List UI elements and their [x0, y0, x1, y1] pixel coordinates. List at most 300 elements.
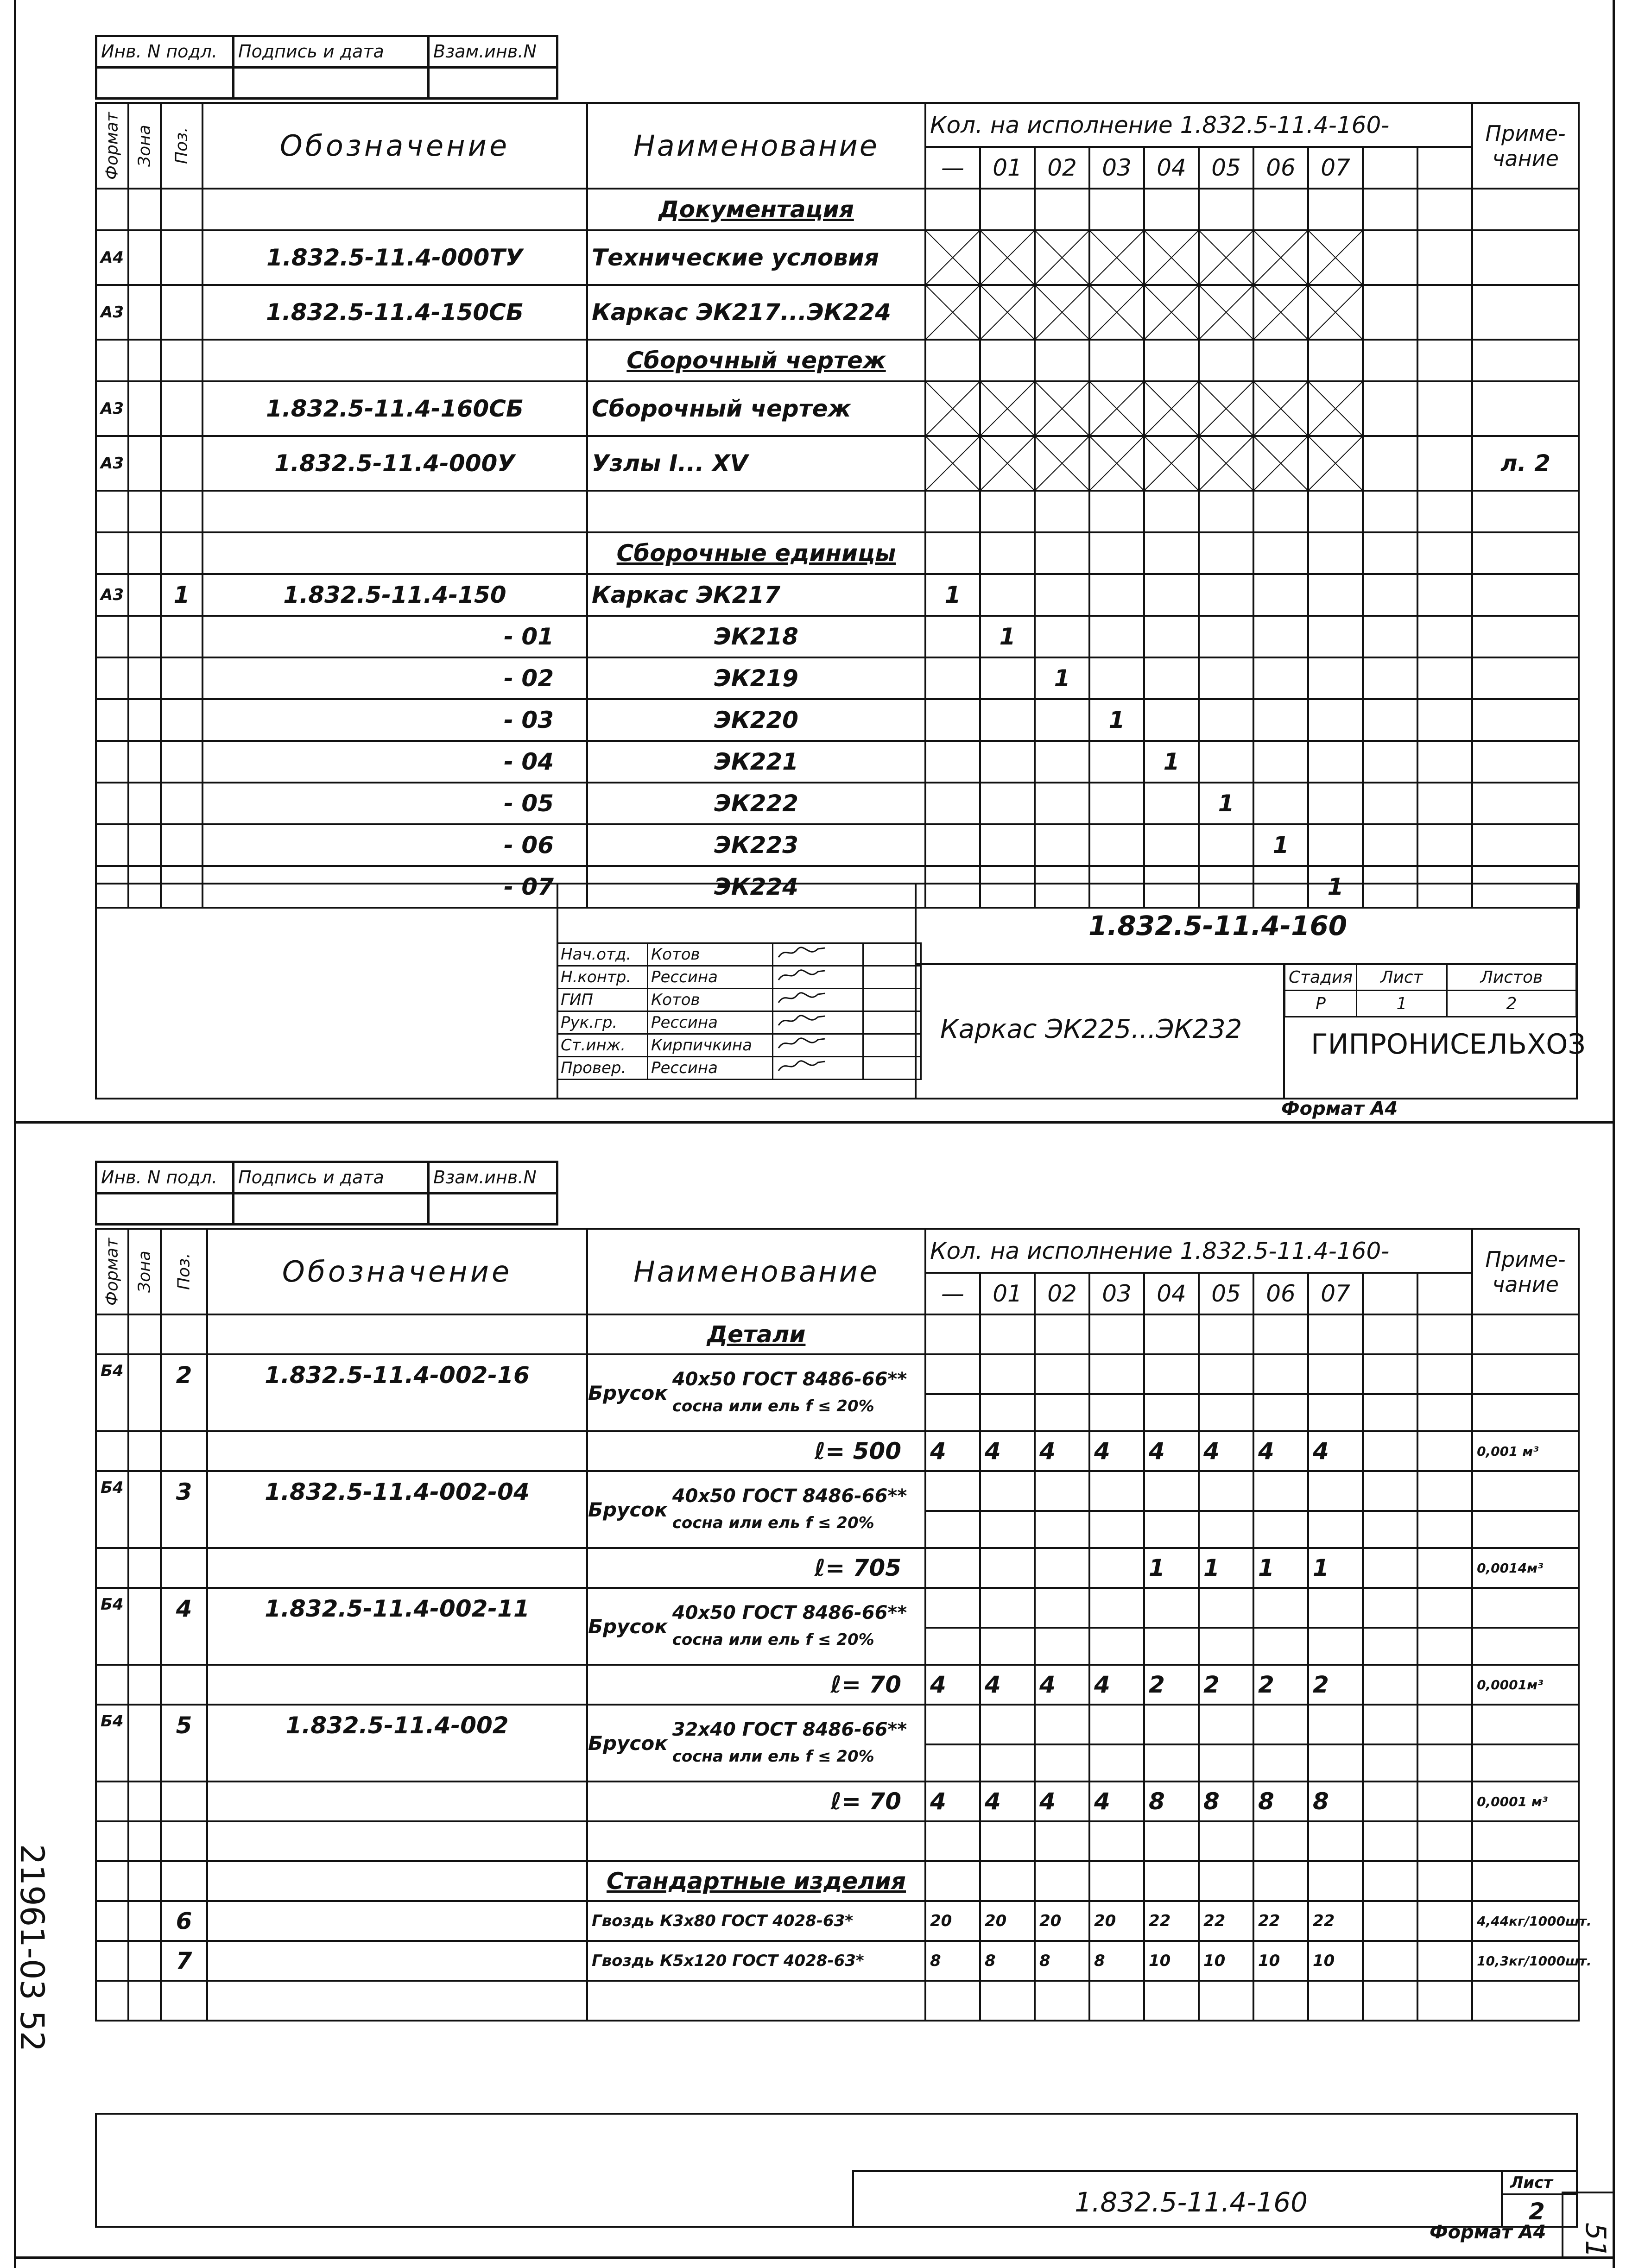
qty-cell: 4 — [1089, 1782, 1144, 1821]
sheets-value: 2 — [1447, 991, 1576, 1017]
qty-cell — [925, 1981, 980, 2021]
qty-cell — [1035, 1821, 1089, 1861]
qty-cell — [1417, 532, 1472, 574]
qty-cell — [1035, 189, 1089, 230]
pos-cell — [161, 230, 202, 285]
name-cell: ЭК220 — [587, 699, 925, 741]
qty-cell — [925, 699, 980, 741]
note-cell: 0,0001м³ — [1472, 1665, 1579, 1705]
na-cross-cell — [925, 230, 980, 285]
qty-cell — [1035, 1628, 1089, 1665]
qty-cell: 8 — [1253, 1782, 1308, 1821]
qty-cell — [1253, 1821, 1308, 1861]
name-header: Наименование — [587, 103, 925, 189]
qty-cell — [1363, 1941, 1417, 1981]
qty-cell — [980, 1354, 1035, 1394]
table-row — [96, 1314, 1579, 1354]
variant-header: 02 — [1035, 1273, 1089, 1314]
pos-cell — [161, 783, 202, 824]
frame-right — [1613, 0, 1615, 2268]
zone-header: Зона — [128, 1229, 161, 1314]
na-cross-cell — [1089, 436, 1144, 491]
qty-cell — [1144, 824, 1199, 866]
qty-cell — [1417, 1821, 1472, 1861]
qty-cell — [1417, 1705, 1472, 1744]
qty-cell: 4 — [980, 1431, 1035, 1471]
qty-cell — [1363, 1901, 1417, 1941]
signer-name: Кирпичкина — [648, 1034, 773, 1057]
qty-cell — [1035, 1548, 1089, 1588]
qty-cell: 8 — [1199, 1782, 1253, 1821]
qty-cell — [1253, 1705, 1308, 1744]
qty-cell: 4 — [1089, 1431, 1144, 1471]
designation-cell: 1.832.5-11.4-002 — [207, 1705, 587, 1782]
qty-cell — [1089, 741, 1144, 783]
format-cell: А3 — [96, 574, 128, 616]
qty-cell: 2 — [1308, 1665, 1363, 1705]
na-cross-cell — [1144, 381, 1199, 436]
variant-header — [1363, 1273, 1417, 1314]
qty-cell — [1035, 532, 1089, 574]
stage-value: Р — [1285, 991, 1357, 1017]
pos-cell — [161, 1431, 207, 1471]
variant-header — [1363, 147, 1417, 189]
qty-cell — [1035, 699, 1089, 741]
qty-cell — [1308, 616, 1363, 657]
qty-cell — [980, 574, 1035, 616]
organization: ГИПРОНИСЕЛЬХОЗ — [1311, 1028, 1586, 1061]
qty-cell — [1363, 1431, 1417, 1471]
qty-cell — [925, 657, 980, 699]
sheet-value: 1 — [1357, 991, 1447, 1017]
name-cell: ℓ= 705 — [587, 1548, 925, 1588]
note-cell — [1472, 574, 1579, 616]
qty-cell: 8 — [1035, 1941, 1089, 1981]
qty-cell: 1 — [1199, 783, 1253, 824]
pos-header: Поз. — [161, 103, 202, 189]
pos-cell — [161, 824, 202, 866]
qty-cell — [1035, 1588, 1089, 1628]
name-cell: Узлы I... XV — [587, 436, 925, 491]
note-cell — [1472, 657, 1579, 699]
na-cross-cell — [1253, 230, 1308, 285]
format-cell: А3 — [96, 381, 128, 436]
qty-cell — [1199, 1511, 1253, 1548]
table-row — [96, 230, 1579, 285]
qty-cell — [1253, 1744, 1308, 1782]
na-cross-cell — [1199, 230, 1253, 285]
qty-cell — [1199, 1628, 1253, 1665]
table-row — [96, 381, 1579, 436]
signer-name: Рессина — [648, 1011, 773, 1034]
qty-cell — [1308, 189, 1363, 230]
qty-cell — [1417, 1588, 1472, 1628]
na-cross-cell — [1035, 285, 1089, 340]
qty-cell — [1253, 1981, 1308, 2021]
note-cell — [1472, 699, 1579, 741]
table-row — [96, 1471, 1579, 1511]
qty-cell — [1253, 574, 1308, 616]
qty-cell — [1199, 1981, 1253, 2021]
qty-cell — [1308, 1628, 1363, 1665]
qty-cell — [1035, 491, 1089, 532]
qty-cell — [1199, 1821, 1253, 1861]
format-cell: А4 — [96, 230, 128, 285]
qty-cell — [1253, 1471, 1308, 1511]
section-title: Стандартные изделия — [587, 1861, 925, 1901]
signature — [773, 943, 863, 966]
qty-cell — [980, 1548, 1035, 1588]
table-row — [96, 657, 1579, 699]
signature — [773, 966, 863, 989]
variant-header: 01 — [980, 147, 1035, 189]
qty-cell: 2 — [1253, 1665, 1308, 1705]
name-cell: ЭК218 — [587, 616, 925, 657]
qty-cell — [1417, 1314, 1472, 1354]
na-cross-cell — [1199, 436, 1253, 491]
name-cell: ℓ= 70 — [587, 1665, 925, 1705]
sign-date — [863, 943, 921, 966]
sheets-label: Листов — [1447, 964, 1576, 991]
pos-cell: 2 — [161, 1354, 207, 1431]
title-block-1 — [95, 883, 1586, 1099]
qty-cell: 4 — [1035, 1782, 1089, 1821]
sign-label-2: Подпись и дата — [234, 1162, 429, 1194]
qty-cell — [980, 1744, 1035, 1782]
qty-cell — [1199, 1588, 1253, 1628]
qty-cell — [980, 189, 1035, 230]
qty-cell — [1417, 491, 1472, 532]
note-cell: л. 2 — [1472, 436, 1579, 491]
qty-cell: 4 — [925, 1782, 980, 1821]
qty-cell — [1035, 1981, 1089, 2021]
format-cell: А3 — [96, 285, 128, 340]
table-row — [96, 616, 1579, 657]
qty-cell: 8 — [1144, 1782, 1199, 1821]
note-cell — [1472, 824, 1579, 866]
qty-cell — [1363, 340, 1417, 381]
qty-cell — [1417, 1981, 1472, 2021]
format-cell — [96, 699, 128, 741]
qty-cell — [1417, 1394, 1472, 1431]
format-cell — [96, 741, 128, 783]
qty-cell: 4 — [1199, 1431, 1253, 1471]
variant-header: 06 — [1253, 147, 1308, 189]
qty-cell: 20 — [980, 1901, 1035, 1941]
pos-cell — [161, 657, 202, 699]
format-cell: А3 — [96, 436, 128, 491]
sign-date — [863, 1011, 921, 1034]
qty-cell — [1308, 783, 1363, 824]
qty-cell — [1417, 1901, 1472, 1941]
qty-cell — [1363, 1471, 1417, 1511]
qty-cell — [925, 1588, 980, 1628]
pos-cell — [161, 436, 202, 491]
qty-cell — [1199, 532, 1253, 574]
signer-role: Нач.отд. — [557, 943, 648, 966]
variant-header: 05 — [1199, 147, 1253, 189]
qty-cell — [980, 1511, 1035, 1548]
qty-cell — [1253, 1511, 1308, 1548]
pos-cell — [161, 1548, 207, 1588]
qty-cell — [925, 1861, 980, 1901]
qty-cell — [1089, 340, 1144, 381]
qty-cell — [1144, 699, 1199, 741]
qty-cell — [980, 741, 1035, 783]
qty-cell — [980, 1588, 1035, 1628]
qty-cell — [1144, 1588, 1199, 1628]
qty-cell: 8 — [925, 1941, 980, 1981]
part-name: Брусок — [588, 1381, 668, 1404]
replace-label: Взам.инв.N — [429, 36, 557, 68]
part-material: сосна или ель f ≤ 20% — [672, 1747, 874, 1766]
doc-code-2: 1.832.5-11.4-160 — [1075, 2186, 1308, 2218]
qty-cell — [980, 1314, 1035, 1354]
format-header: Формат — [96, 103, 128, 189]
name-cell: Гвоздь К3х80 ГОСТ 4028-63* — [587, 1901, 925, 1941]
qty-cell: 4 — [925, 1431, 980, 1471]
variant-header: 03 — [1089, 1273, 1144, 1314]
qty-cell — [1363, 1588, 1417, 1628]
qty-cell — [1253, 532, 1308, 574]
table-row — [96, 699, 1579, 741]
table-row — [96, 1665, 1579, 1705]
pos-cell — [161, 381, 202, 436]
qty-cell — [925, 1705, 980, 1744]
qty-cell — [1363, 699, 1417, 741]
signature — [773, 989, 863, 1011]
qty-cell — [1417, 340, 1472, 381]
spec-table-2 — [95, 1228, 1592, 2022]
qty-cell — [1199, 1861, 1253, 1901]
table-row — [96, 1981, 1579, 2021]
qty-cell — [1363, 741, 1417, 783]
designation-header: Обозначение — [207, 1229, 587, 1314]
qty-cell — [1089, 824, 1144, 866]
qty-cell — [925, 340, 980, 381]
qty-cell — [1417, 1354, 1472, 1394]
section-title: Детали — [587, 1314, 925, 1354]
qty-cell — [1199, 1354, 1253, 1394]
designation-cell: 1.832.5-11.4-150СБ — [202, 285, 587, 340]
qty-cell — [925, 532, 980, 574]
qty-cell — [1089, 783, 1144, 824]
name-cell: ℓ= 70 — [587, 1782, 925, 1821]
sign-value-2 — [234, 1193, 429, 1225]
qty-cell — [1308, 1705, 1363, 1744]
qty-cell: 4 — [1308, 1431, 1363, 1471]
qty-cell — [1417, 1941, 1472, 1981]
qty-cell — [1363, 491, 1417, 532]
qty-cell — [1199, 657, 1253, 699]
qty-cell: 10 — [1199, 1941, 1253, 1981]
signer-name: Рессина — [648, 966, 773, 989]
qty-cell: 20 — [925, 1901, 980, 1941]
variant-header: 02 — [1035, 147, 1089, 189]
part-name: Брусок — [588, 1731, 668, 1755]
inventory-stamp — [95, 35, 558, 100]
section-title: Сборочные единицы — [587, 532, 925, 574]
signer-name: Рессина — [648, 1057, 773, 1080]
designation-cell: - 04 — [202, 741, 587, 783]
pos-cell: 3 — [161, 1471, 207, 1548]
qty-cell — [1144, 783, 1199, 824]
table-row — [96, 1821, 1579, 1861]
qty-cell — [1035, 1511, 1089, 1548]
qty-cell — [1363, 1628, 1417, 1665]
qty-cell — [1417, 657, 1472, 699]
qty-cell — [925, 783, 980, 824]
qty-cell — [1089, 616, 1144, 657]
na-cross-cell — [1089, 381, 1144, 436]
qty-cell — [1035, 783, 1089, 824]
qty-cell — [1199, 824, 1253, 866]
qty-cell — [1363, 824, 1417, 866]
note-cell: 0,0001 м³ — [1472, 1782, 1579, 1821]
qty-cell: 2 — [1144, 1665, 1199, 1705]
title-block-2 — [95, 2113, 1578, 2228]
qty-cell — [1199, 574, 1253, 616]
sheet-label-2: Лист — [1510, 2173, 1553, 2192]
qty-cell — [1417, 381, 1472, 436]
na-cross-cell — [1308, 381, 1363, 436]
stage-table — [1284, 963, 1577, 1017]
qty-cell — [1089, 657, 1144, 699]
qty-cell — [1417, 1861, 1472, 1901]
variant-header — [1417, 1273, 1472, 1314]
qty-cell — [1417, 824, 1472, 866]
signature — [773, 1011, 863, 1034]
qty-cell: 10 — [1253, 1941, 1308, 1981]
qty-cell: 4 — [980, 1782, 1035, 1821]
note-header: Приме-чание — [1472, 103, 1579, 189]
format-cell: Б4 — [96, 1354, 128, 1431]
part-size-gost: 40х50 ГОСТ 8486-66** — [672, 1602, 907, 1624]
qty-cell — [1417, 1628, 1472, 1665]
variant-header: 01 — [980, 1273, 1035, 1314]
qty-cell — [1253, 783, 1308, 824]
inv-value-2 — [96, 1193, 234, 1225]
qty-cell — [925, 1314, 980, 1354]
qty-cell: 8 — [1308, 1782, 1363, 1821]
inv-value — [96, 67, 234, 99]
qty-cell — [1089, 1628, 1144, 1665]
qty-cell — [1417, 1782, 1472, 1821]
table-row — [96, 340, 1579, 381]
qty-cell — [1363, 532, 1417, 574]
qty-cell — [980, 1394, 1035, 1431]
name-cell: ЭК223 — [587, 824, 925, 866]
qty-cell — [1035, 1744, 1089, 1782]
qty-cell — [1417, 783, 1472, 824]
qty-cell — [1199, 1744, 1253, 1782]
qty-cell — [980, 1628, 1035, 1665]
table-row — [96, 436, 1579, 491]
qty-cell — [925, 824, 980, 866]
pos-cell: 4 — [161, 1588, 207, 1665]
part-size-gost: 32х40 ГОСТ 8486-66** — [672, 1719, 907, 1740]
qty-cell: 4 — [1089, 1665, 1144, 1705]
table-row — [96, 783, 1579, 824]
designation-cell: - 03 — [202, 699, 587, 741]
qty-cell: 8 — [1089, 1941, 1144, 1981]
qty-cell — [1035, 1861, 1089, 1901]
table-row — [96, 1861, 1579, 1901]
qty-cell — [1089, 1511, 1144, 1548]
note-cell — [1472, 381, 1579, 436]
na-cross-cell — [1144, 230, 1199, 285]
qty-cell — [1308, 699, 1363, 741]
sign-date — [863, 966, 921, 989]
section-title: Документация — [587, 189, 925, 230]
qty-cell: 4 — [1253, 1431, 1308, 1471]
qty-cell: 4 — [1144, 1431, 1199, 1471]
qty-cell — [1363, 1981, 1417, 2021]
qty-cell: 1 — [1035, 657, 1089, 699]
qty-cell — [1308, 1861, 1363, 1901]
qty-cell — [1417, 1744, 1472, 1782]
signature — [773, 1034, 863, 1057]
qty-cell — [1089, 1354, 1144, 1394]
qty-cell — [1363, 1394, 1417, 1431]
qty-cell — [1144, 616, 1199, 657]
table-row — [96, 824, 1579, 866]
qty-cell: 20 — [1089, 1901, 1144, 1941]
qty-cell — [1253, 1314, 1308, 1354]
qty-cell — [1035, 1354, 1089, 1394]
signer-role: Н.контр. — [557, 966, 648, 989]
qty-cell — [1417, 230, 1472, 285]
qty-cell — [1144, 1511, 1199, 1548]
qty-cell — [1035, 574, 1089, 616]
designation-cell: - 01 — [202, 616, 587, 657]
na-cross-cell — [1253, 285, 1308, 340]
qty-cell — [1363, 1744, 1417, 1782]
qty-cell — [1417, 1471, 1472, 1511]
qty-cell — [1089, 1981, 1144, 2021]
qty-cell — [1253, 1588, 1308, 1628]
designation-header: Обозначение — [202, 103, 587, 189]
qty-cell: 8 — [980, 1941, 1035, 1981]
doc-title: Каркас ЭК225...ЭК232 — [940, 1014, 1242, 1044]
format-header: Формат — [96, 1229, 128, 1314]
qty-cell — [1363, 1782, 1417, 1821]
qty-cell — [925, 491, 980, 532]
note-cell — [1472, 616, 1579, 657]
qty-cell — [1417, 1548, 1472, 1588]
table-row — [96, 285, 1579, 340]
na-cross-cell — [1199, 381, 1253, 436]
na-cross-cell — [1089, 230, 1144, 285]
table-row — [96, 1901, 1579, 1941]
qty-cell — [1035, 340, 1089, 381]
sign-value — [234, 67, 429, 99]
qty-cell: 4 — [1035, 1665, 1089, 1705]
name-header: Наименование — [587, 1229, 925, 1314]
note-cell — [1472, 741, 1579, 783]
qty-cell — [1199, 1394, 1253, 1431]
designation-cell: 1.832.5-11.4-000У — [202, 436, 587, 491]
qty-cell — [1363, 436, 1417, 491]
qty-cell — [1308, 1354, 1363, 1394]
pos-cell: 7 — [161, 1941, 207, 1981]
qty-cell — [1199, 741, 1253, 783]
na-cross-cell — [1144, 436, 1199, 491]
qty-cell — [1035, 1394, 1089, 1431]
qty-cell — [1035, 616, 1089, 657]
table-row — [96, 189, 1579, 230]
stage-label: Стадия — [1285, 964, 1357, 991]
